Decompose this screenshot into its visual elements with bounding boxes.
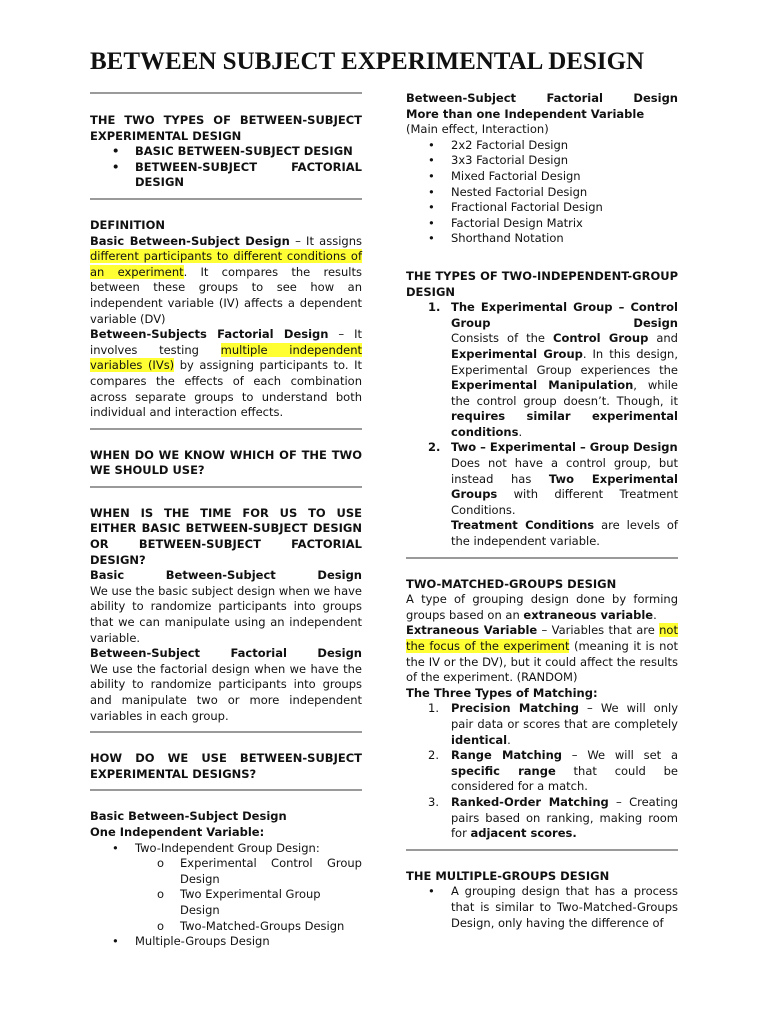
- item-number: 1.: [428, 701, 439, 716]
- matched-heading: TWO-MATCHED-GROUPS DESIGN: [406, 576, 617, 591]
- right-column: [406, 91, 678, 938]
- text: .: [507, 732, 511, 747]
- definition-basic-term: Basic Between-Subject Design: [90, 233, 290, 248]
- twoindep-heading: THE TYPES OF TWO-INDEPENDENT-GROUP DESIGN: [406, 268, 679, 299]
- bold-text: Experimental Manipulation: [451, 378, 634, 393]
- item-number: 3.: [428, 794, 439, 809]
- bold-text: Ranked-Order Matching: [451, 794, 609, 809]
- bold-text: Extraneous Variable: [406, 623, 538, 638]
- item-number: 1.: [428, 300, 441, 315]
- list-item: • Mixed Factorial Design: [406, 169, 678, 185]
- use-list: [90, 841, 362, 950]
- item-body: [451, 331, 678, 440]
- matched-section: [406, 559, 678, 849]
- bold-text: adjacent scores.: [470, 826, 577, 841]
- types-list: [90, 144, 362, 191]
- text: , while the control group doesn’t. Though, it: [451, 378, 678, 408]
- bold-text: extraneous variable: [523, 607, 654, 622]
- highlight: not the focus of the experiment: [406, 623, 678, 653]
- highlight: multiple independent variables (IVs): [90, 342, 363, 373]
- bold-text: specific range: [451, 763, 556, 778]
- definition-text: by assigning participants to. It compares the effects of each combination across separate groups to understand both individual and interaction effects.: [90, 358, 363, 420]
- time-heading: WHEN IS THE TIME FOR US TO USE EITHER BASIC BETWEEN-SUBJECT DESIGN OR BETWEEN-SUBJECT FACTORIAL DESIGN?: [90, 505, 362, 567]
- text: with different Treatment Conditions.: [451, 487, 678, 517]
- item-number: 2.: [428, 440, 441, 455]
- use-subterm: One Independent Variable:: [90, 824, 265, 839]
- list-item: • Fractional Factorial Design: [406, 200, 678, 216]
- text: – We will set a: [562, 748, 679, 763]
- factorial-subterm-bold: More than one Independent Variable: [406, 106, 645, 121]
- twoindep-section: [406, 259, 678, 550]
- list-item: • 3x3 Factorial Design: [406, 153, 678, 169]
- basic-term: Basic Between-Subject Design: [90, 568, 362, 583]
- page-title: BETWEEN SUBJECT EXPERIMENTAL DESIGN: [90, 48, 645, 75]
- types-heading: THE TWO TYPES OF BETWEEN-SUBJECT EXPERIMENTAL DESIGN: [90, 113, 362, 143]
- three-types-heading: The Three Types of Matching:: [406, 685, 598, 700]
- definition-factorial: [90, 327, 362, 421]
- list-item: • BASIC BETWEEN-SUBJECT DESIGN: [90, 144, 362, 160]
- item-title: The Experimental Group – Control Group Design: [451, 300, 678, 330]
- multiple-section: [406, 851, 678, 938]
- definition-factorial-term: Between-Subjects Factorial Design: [90, 327, 329, 342]
- definition-section: [90, 200, 362, 428]
- bold-text: Range Matching: [451, 748, 563, 763]
- list-item: [406, 748, 678, 795]
- list-item: [90, 841, 362, 935]
- list-item: • Multiple-Groups Design: [90, 934, 362, 950]
- factorial-text: We use the factorial design when we have the ability to randomize participants into groups and manipulate two or more independent variables in each group.: [90, 661, 362, 723]
- text: – We will only pair data or scores that are completely: [451, 701, 678, 731]
- use-section: [90, 791, 362, 956]
- factorial-subterm-rest: (Main effect, Interaction): [406, 122, 549, 137]
- sublist-item: o Two Experimental Group Design: [135, 887, 362, 918]
- text: (meaning it is not the IV or the DV), but it could affect the results of the experiment. (RANDOM): [406, 639, 678, 685]
- highlight: different participants to different conditions of an experiment: [90, 249, 362, 279]
- text: . In this design, Experimental Group experiences the: [451, 346, 678, 377]
- text: .: [653, 607, 657, 622]
- text: – Creating pairs based on ranking, making room for: [451, 794, 678, 841]
- list-item: [406, 701, 678, 748]
- factorial-subterm: [406, 107, 678, 138]
- twoindep-list: [406, 300, 678, 550]
- definition-text: – It involves testing: [90, 327, 362, 357]
- list-item: [406, 300, 678, 440]
- left-column: [90, 92, 362, 957]
- list-item: • BETWEEN-SUBJECT FACTORIAL DESIGN: [90, 160, 362, 191]
- multiple-heading: THE MULTIPLE-GROUPS DESIGN: [406, 868, 610, 883]
- bold-text: requires similar experimental conditions: [451, 409, 678, 439]
- list-item-label: Two-Independent Group Design:: [135, 840, 320, 855]
- text: A type of grouping design done by forming groups based on an: [406, 592, 678, 622]
- extraneous-text: [406, 623, 678, 685]
- basic-text: We use the basic subject design when we have ability to randomize participants into groups that we can manipulate using an independent variable.: [90, 583, 362, 645]
- definition-heading: DEFINITION: [90, 217, 165, 232]
- sublist-item: o Two-Matched-Groups Design: [135, 919, 362, 935]
- bold-text: Precision Matching: [451, 701, 579, 716]
- use-term: Basic Between-Subject Design: [90, 809, 287, 824]
- list-item: • Shorthand Notation: [406, 231, 678, 247]
- time-section: [90, 488, 362, 731]
- list-item: • Nested Factorial Design: [406, 185, 678, 201]
- text: – Variables that are: [537, 623, 660, 638]
- list-item: [406, 795, 678, 842]
- bold-text: Two Experimental Groups: [451, 471, 679, 502]
- factorial-section: [406, 91, 678, 247]
- types-section: [90, 94, 362, 198]
- text: are levels of the independent variable.: [451, 518, 678, 549]
- how-section: [90, 733, 362, 789]
- matching-list: [406, 701, 678, 841]
- bold-text: Control Group: [553, 331, 649, 346]
- when-heading: WHEN DO WE KNOW WHICH OF THE TWO WE SHOULD USE?: [90, 447, 362, 478]
- definition-basic: [90, 234, 362, 328]
- use-sublist: [135, 856, 362, 934]
- matched-text: [406, 592, 678, 623]
- list-item: • 2x2 Factorial Design: [406, 138, 678, 154]
- text: and: [648, 331, 678, 346]
- bold-text: Treatment Conditions: [451, 518, 595, 533]
- item-body: [451, 518, 678, 549]
- bold-text: Experimental Group: [451, 346, 583, 361]
- text: Consists of the: [451, 331, 554, 346]
- definition-text: . It compares the results between these groups to see how an independent variable (IV) affects a dependent variable (DV): [90, 264, 363, 326]
- factorial-term: Between-Subject Factorial Design: [406, 91, 678, 105]
- text: that could be considered for a match.: [451, 763, 678, 794]
- list-item: • Factorial Design Matrix: [406, 216, 678, 232]
- factorial-term: Between-Subject Factorial Design: [90, 646, 362, 661]
- sublist-item: o Experimental Control Group Design: [135, 856, 362, 887]
- factorial-list: [406, 138, 678, 247]
- list-item: [406, 440, 678, 549]
- item-body: [451, 456, 678, 518]
- how-heading: HOW DO WE USE BETWEEN-SUBJECT EXPERIMENTAL DESIGNS?: [90, 751, 362, 781]
- definition-text: – It assigns: [289, 233, 362, 248]
- item-number: 2.: [428, 748, 439, 763]
- text: Does not have a control group, but instead has: [451, 456, 678, 486]
- text: .: [518, 424, 523, 439]
- multiple-list: [406, 884, 678, 931]
- list-item: • A grouping design that has a process that is similar to Two-Matched-Groups Design, only having the difference of: [406, 884, 678, 931]
- item-title: Two – Experimental – Group Design: [451, 440, 678, 455]
- bold-text: identical: [451, 732, 508, 747]
- when-section: [90, 430, 362, 486]
